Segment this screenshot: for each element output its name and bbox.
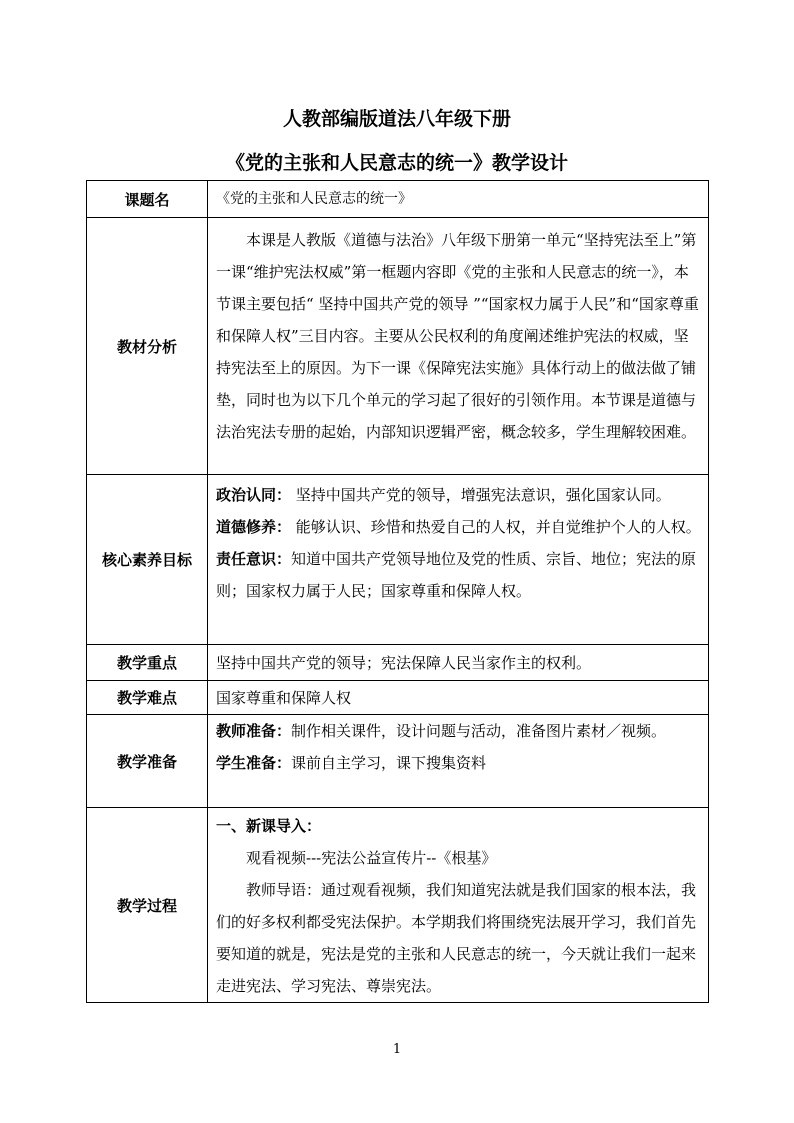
difficulty-label: 教学难点 [87, 681, 208, 715]
topic-label: 课题名 [87, 181, 208, 218]
lesson-plan-table [86, 180, 709, 1003]
process-value [208, 808, 709, 1003]
row-difficulty [87, 681, 709, 715]
document-title-line2: 《党的主张和人民意志的统一》教学设计 [225, 152, 568, 174]
preparation-item-teacher [216, 715, 702, 747]
preparation-label: 教学准备 [87, 715, 208, 808]
key-point-text: 坚持中国共产党的领导；宪法保障人民当家作主的权利。 [216, 653, 592, 672]
document-title-line1: 人教部编版道法八年级下册 [282, 108, 511, 130]
preparation-item-student [216, 747, 702, 779]
literacy-item-responsibility [216, 543, 702, 607]
process-label: 教学过程 [87, 808, 208, 1003]
material-value [208, 218, 709, 475]
literacy-text: 坚持中国共产党的领导，增强宪法意识，强化国家认同。 [291, 486, 671, 504]
key-point-label: 教学重点 [87, 645, 208, 681]
material-text: 本课是人教版《道德与法治》八年级下册第一单元“坚持宪法至上”第一课“维护宪法权威”第一框题内容即《党的主张和人民意志的统一》，本节课主要包括“ 坚持中国共产党的领导 ”“国家权力属于人民”和“国家尊重和保障人权”三目内容。主要从公民权利的角度阐述维护宪法的权威，坚持宪法至上的原因。为下一课《保障宪法实施》具体行动上的做法做了铺垫，同时也为以下几个单元的学习起了很好的引领作用。本节课是道德与法治宪法专册的起始，内部知识逻辑严密，概念较多，学生理解较困难。 [216, 231, 699, 441]
literacy-key: 道德修养： [216, 518, 292, 536]
difficulty-text: 国家尊重和保障人权 [216, 688, 352, 707]
topic-text: 《党的主张和人民意志的统一》 [216, 191, 412, 207]
preparation-key: 教师准备： [216, 722, 292, 740]
row-preparation [87, 715, 709, 808]
literacy-label: 核心素养目标 [87, 475, 208, 645]
preparation-text: 制作相关课件，设计问题与活动，准备图片素材／视频。 [291, 722, 667, 740]
process-line1: 观看视频---宪法公益宣传片--《根基》 [246, 849, 497, 867]
literacy-key: 责任意识： [216, 550, 292, 568]
process-line2: 教师导语：通过观看视频，我们知道宪法就是我们国家的根本法，我们的好多权利都受宪法保护。本学期我们将围绕宪法展开学习，我们首先要知道的就是，宪法是党的主张和人民意志的统一，今天就让我们一起来走进宪法、学习宪法、尊崇宪法。 [216, 881, 697, 995]
process-heading: 一、新课导入： [216, 817, 322, 835]
literacy-value [208, 475, 709, 645]
literacy-key: 政治认同： [216, 486, 292, 504]
literacy-text: 知道中国共产党领导地位及党的性质、宗旨、地位；宪法的原则；国家权力属于人民；国家尊重和保障人权。 [216, 550, 697, 600]
material-label: 教材分析 [87, 218, 208, 475]
preparation-text: 课前自主学习，课下搜集资料 [291, 754, 487, 772]
preparation-value [208, 715, 709, 808]
row-topic [87, 181, 709, 218]
literacy-item-politics [216, 479, 702, 511]
row-material [87, 218, 709, 475]
literacy-text: 能够认识、珍惜和热爱自己的人权，并自觉维护个人的人权。 [291, 518, 701, 536]
preparation-key: 学生准备： [216, 754, 292, 772]
row-process [87, 808, 709, 1003]
literacy-item-morality [216, 511, 702, 543]
key-point-value [208, 645, 709, 681]
row-key-point [87, 645, 709, 681]
difficulty-value [208, 681, 709, 715]
topic-value [208, 181, 709, 218]
row-literacy [87, 475, 709, 645]
page-number: 1 [392, 1042, 402, 1057]
